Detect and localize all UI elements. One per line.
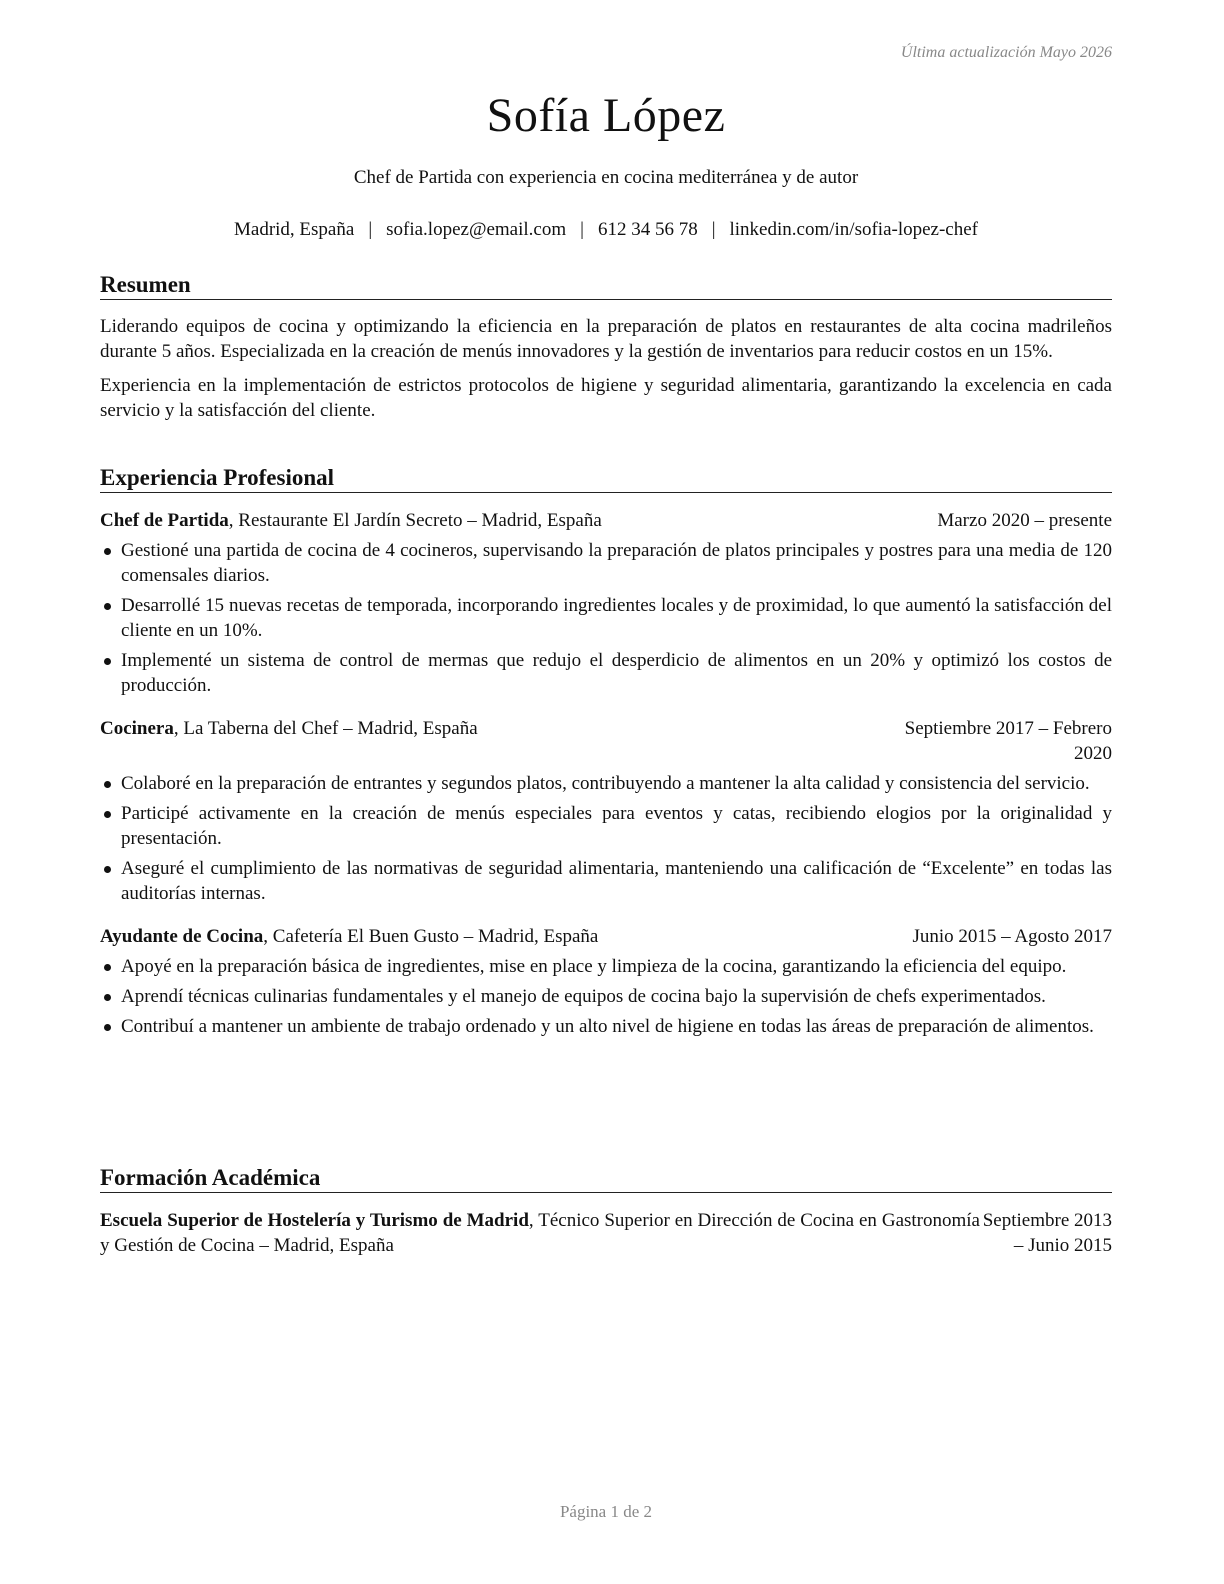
- job-bullet: Aseguré el cumplimiento de las normativas de seguridad alimentaria, manteniendo una calificación de “Excelente” en todas las auditorías internas.: [100, 856, 1112, 906]
- contact-linkedin[interactable]: linkedin.com/in/sofia-lopez-chef: [729, 219, 978, 240]
- job-bullet: Apoyé en la preparación básica de ingredientes, mise en place y limpieza de la cocina, garantizando la eficiencia del equipo.: [100, 954, 1112, 979]
- job-bullet: Implementé un sistema de control de mermas que redujo el desperdicio de alimentos en un 20% y optimizó los costos de producción.: [100, 648, 1112, 698]
- job-dates: Marzo 2020 – presente: [937, 510, 1112, 531]
- contact-phone: 612 34 56 78: [597, 219, 698, 240]
- education-entry: [100, 1208, 1112, 1258]
- tagline: Chef de Partida con experiencia en cocina mediterránea y de autor: [353, 167, 859, 188]
- experience-title: Experiencia Profesional: [100, 465, 1112, 493]
- contact-location: Madrid, España: [234, 219, 355, 240]
- job-entry: [100, 924, 1112, 1039]
- contact-separator: |: [711, 219, 716, 240]
- job-dates: Junio 2015 – Agosto 2017: [912, 926, 1112, 947]
- page-number: Página 1 de 2: [559, 1502, 653, 1521]
- contact-line: [100, 219, 1112, 241]
- contact-email[interactable]: sofia.lopez@email.com: [386, 219, 567, 240]
- job-header: [100, 716, 1112, 766]
- job-place: , Cafetería El Buen Gusto – Madrid, España: [263, 926, 599, 947]
- job-header: [100, 508, 1112, 533]
- education-school: Escuela Superior de Hostelería y Turismo de Madrid: [100, 1210, 529, 1231]
- job-entry: [100, 508, 1112, 698]
- education-dates: Septiembre 2013 – Junio 2015: [982, 1210, 1112, 1256]
- education-section: [100, 1165, 1112, 1258]
- job-entry: [100, 716, 1112, 906]
- job-bullet: Colaboré en la preparación de entrantes y segundos platos, contribuyendo a mantener la alta calidad y consistencia del servicio.: [100, 771, 1112, 796]
- job-bullet: Participé activamente en la creación de menús especiales para eventos y catas, recibiendo elogios por la originalidad y presentación.: [100, 801, 1112, 851]
- job-role: Cocinera: [100, 718, 174, 739]
- education-detail: , Técnico Superior en Dirección de Cocina en Gastronomía y Gestión de Cocina – Madrid, España: [100, 1210, 980, 1256]
- summary-paragraph: Experiencia en la implementación de estrictos protocolos de higiene y seguridad alimentaria, garantizando la excelencia en cada servicio y la satisfacción del cliente.: [100, 375, 1112, 421]
- job-place: , Restaurante El Jardín Secreto – Madrid, España: [228, 510, 602, 531]
- job-bullet: Gestioné una partida de cocina de 4 cocineros, supervisando la preparación de platos principales y postres para una media de 120 comensales diarios.: [100, 538, 1112, 588]
- job-role: Ayudante de Cocina: [100, 926, 264, 947]
- job-bullet: Aprendí técnicas culinarias fundamentales y el manejo de equipos de cocina bajo la supervisión de chefs experimentados.: [100, 984, 1112, 1009]
- experience-section: [100, 465, 1112, 1044]
- summary-section: [100, 272, 1112, 423]
- job-bullets: [100, 954, 1112, 1039]
- job-bullet: Desarrollé 15 nuevas recetas de temporada, incorporando ingredientes locales y de proximidad, lo que aumentó la satisfacción del cliente en un 10%.: [100, 593, 1112, 643]
- last-updated: Última actualización Mayo 2026: [900, 44, 1112, 61]
- job-bullet: Contribuí a mantener un ambiente de trabajo ordenado y un alto nivel de higiene en todas las áreas de preparación de alimentos.: [100, 1014, 1112, 1039]
- job-role: Chef de Partida: [100, 510, 229, 531]
- job-dates: Septiembre 2017 – Febrero 2020: [904, 718, 1112, 764]
- contact-separator: |: [368, 219, 373, 240]
- job-header: [100, 924, 1112, 949]
- job-bullets: [100, 771, 1112, 906]
- job-place: , La Taberna del Chef – Madrid, España: [173, 718, 478, 739]
- education-title: Formación Académica: [100, 1165, 1112, 1193]
- contact-separator: |: [580, 219, 584, 240]
- summary-paragraph: Liderando equipos de cocina y optimizando la eficiencia en la preparación de platos en restaurantes de alta cocina madrileños durante 5 años. Especializada en la creación de menús innovadores y la gestión de inventarios para reducir costos en un 15%.: [100, 316, 1112, 362]
- resume-page: [100, 0, 1112, 1584]
- summary-title: Resumen: [100, 272, 1112, 300]
- candidate-name: Sofía López: [486, 89, 726, 142]
- job-bullets: [100, 538, 1112, 698]
